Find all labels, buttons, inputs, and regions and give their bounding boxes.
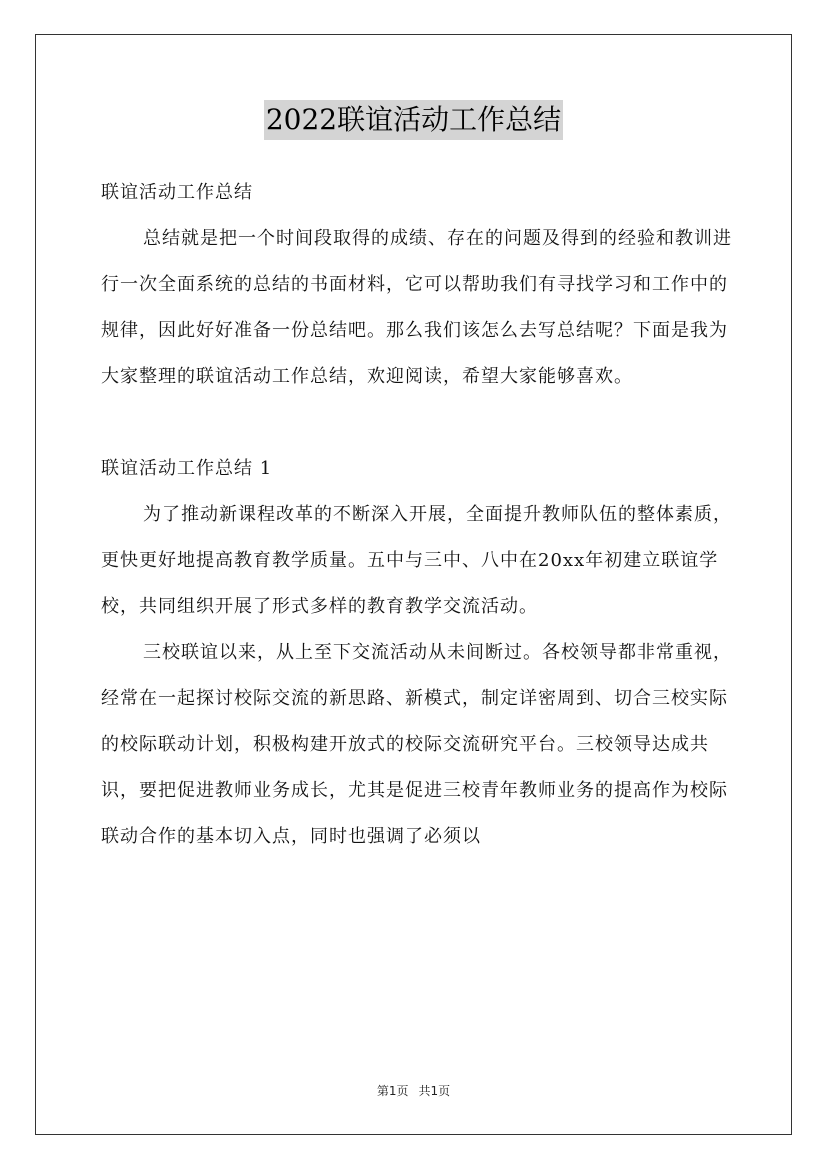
document-body <box>101 170 741 860</box>
page-number: 第1页 <box>376 1084 409 1098</box>
page-total: 共1页 <box>418 1084 451 1098</box>
document-title: 2022联谊活动工作总结 <box>264 100 563 140</box>
title-container <box>0 100 827 140</box>
page-footer <box>0 1082 827 1099</box>
subheading: 联谊活动工作总结 <box>101 182 253 203</box>
intro-paragraph: 总结就是把一个时间段取得的成绩、存在的问题及得到的经验和教训进行一次全面系统的总结的书面材料，它可以帮助我们有寻找学习和工作中的规律，因此好好准备一份总结吧。那么我们该怎么去写总结呢？下面是我为大家整理的联谊活动工作总结，欢迎阅读，希望大家能够喜欢。 <box>101 228 732 387</box>
body-paragraph: 三校联谊以来，从上至下交流活动从未间断过。各校领导都非常重视，经常在一起探讨校际交流的新思路、新模式，制定详密周到、切合三校实际的校际联动计划，积极构建开放式的校际交流研究平台。三校领导达成共识，要把促进教师业务成长，尤其是促进三校青年教师业务的提高作为校际联动合作的基本切入点，同时也强调了必须以 <box>101 642 732 847</box>
section-heading: 联谊活动工作总结 1 <box>101 458 273 479</box>
body-paragraph: 为了推动新课程改革的不断深入开展，全面提升教师队伍的整体素质，更快更好地提高教育教学质量。五中与三中、八中在20xx年初建立联谊学校，共同组织开展了形式多样的教育教学交流活动。 <box>101 504 732 617</box>
